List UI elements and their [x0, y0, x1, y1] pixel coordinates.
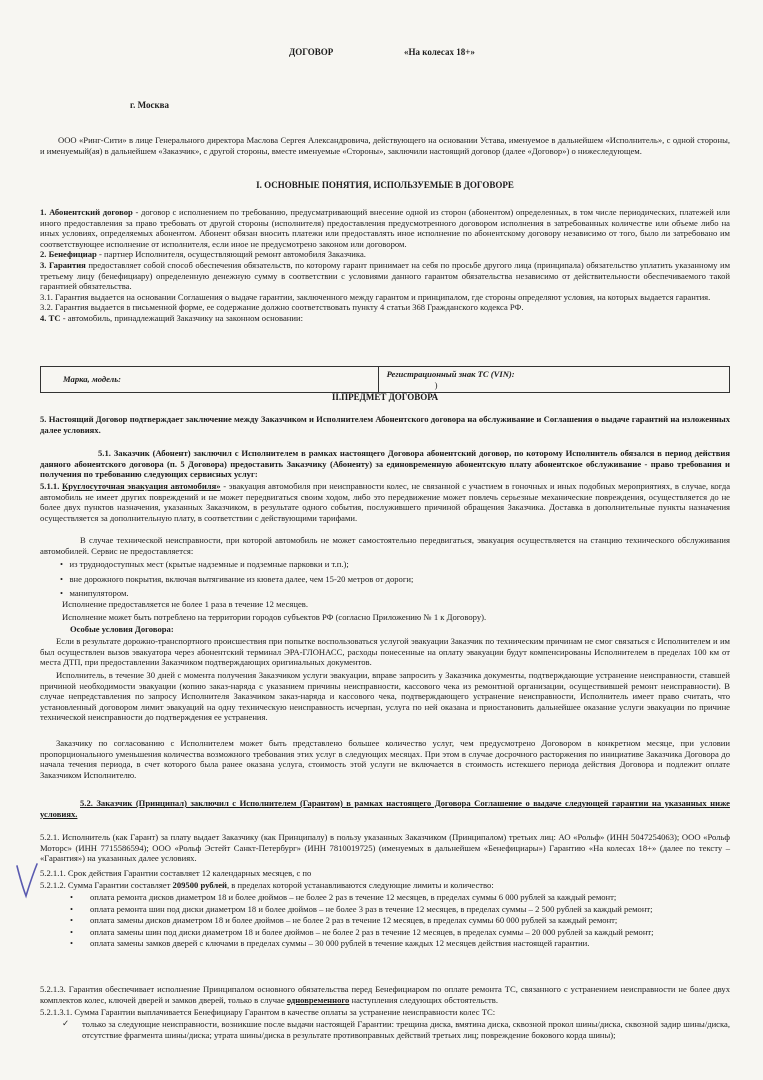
definition-text: - партнер Исполнителя, осуществляющий ремонт автомобиля Заказчика. — [96, 249, 366, 260]
list-item-text: из труднодоступных мест (крытые надземные и подземные парковки и т.п.); — [69, 559, 349, 569]
clause-5-2-1: 5.2.1. Исполнитель (как Гарант) за плату выдает Заказчику (как Принципалу) в пользу указанных Заказчиком (Принципалом) третьих лиц: АО «Рольф» (ИНН 5047254063); ООО «Рольф Моторс» (ИНН 7715586594); ООО «Рольф Эстейт Санкт-Петербург» (ИНН 7810019725) (именуемых в дальнейшем «Бенефициары») Гарантию «На колесах 18+» (далее по тексту – «Гарантия») на указанных далее условиях. — [40, 832, 730, 864]
list-item-text: манипулятором. — [69, 588, 129, 599]
list-item-text: вне дорожного покрытия, включая вытягивание из кювета далее, чем 15-20 метров от дороги; — [69, 573, 414, 584]
clause-text: , в пределах которой устанавливаются следующие лимиты и количество: — [226, 880, 494, 890]
definition-term: 3. Гарантия — [40, 259, 86, 270]
clause-5-2-1-3 — [40, 984, 730, 1005]
check-icon: ✓ — [62, 1019, 70, 1029]
clause-5-2-1-3-1: 5.2.1.3.1. Сумма Гарантии выплачивается Бенефициару Гарантом в качестве оплаты за устранение неисправности колес ТС: — [40, 1007, 496, 1017]
list-item-text: оплата замены шин под диски диаметром 18 и более дюймов – не более 2 раз в течение 12 месяцев, в пределах суммы – 20 000 рублей за каждый ремонт; — [90, 926, 654, 937]
list-item: • вне дорожного покрытия, включая вытягивание из кювета далее, чем 15-20 метров от дороги; — [60, 573, 414, 584]
list-item: • оплата замены дисков диаметром 18 и более дюймов – не более 2 раз в течение 12 месяцев, в пределах суммы 60 000 рублей за каждый ремонт; — [70, 915, 618, 926]
once-limit: Исполнение предоставляется не более 1 раза в течение 12 месяцев. — [62, 599, 308, 609]
list-item: • оплата ремонта шин под диски диаметром 18 и более дюймов – не более 3 раз в течение 12 месяцев, в пределах суммы – 2 500 рублей за каждый ремонт; — [70, 903, 653, 914]
special-condition-2: Исполнитель, в течение 30 дней с момента получения Заказчиком услуги эвакуации, вправе запросить у Заказчика документы, подтверждающие устранение неисправности, ставшей причиной необходимости эвакуации (копию заказ-наряда с указанием причины неисправности, кассового чека из ремонтной организации, осуществившей ремонт неисправности). В случае непредставления по запросу Исполнителя Заказчиком заказ-наряда и кассового чека, подтверждающего устранение неисправности, Исполнитель имеет право считать, что установленный договором лимит эвакуаций на одну техническую неисправность исчерпан, услуга по ней оказана и приостановить дальнейшее оказание услуги эвакуации по причине технической неисправности до подтверждения ее устранения. — [40, 670, 730, 723]
definition-text: предоставляет собой способ обеспечения обязательств, по которому гарант принимает на себя по просьбе другого лица (принципала) обязательство уплатить указанному им третьему лицу (бенефициару) определенную денежную сумму в соответствии с условиями данного гарантом обязательства независимо от действительности обеспечиваемого такой гарантией обязательства. — [40, 259, 731, 292]
exclusions-list — [60, 559, 730, 599]
definition-term: 1. Абонентский договор — [40, 207, 133, 217]
definition-term: 2. Бенефициар — [40, 249, 97, 260]
clause-text: 5.2.1.2. Сумма Гарантии составляет — [40, 880, 173, 890]
list-item: • оплата ремонта дисков диаметром 18 и более дюймов – не более 2 раз в течение 12 месяцев, в пределах суммы 6 000 рублей за каждый ремонт; — [70, 892, 617, 902]
clause-5: 5. Настоящий Договор подтверждает заключение между Заказчиком и Исполнителем Абонентского договора на обслуживание и Соглашения о выдаче гарантий на изложенных далее условиях. — [40, 414, 730, 435]
definition-text: - договор с исполнением по требованию, предусматривающий внесение одной из сторон (абонентом) определенных, в том числе периодических, платежей или иного предоставления за право требовать от другой стороны (исполнителя) предоставления предусмотренного договором исполнения в затребованных количестве или объеме либо на иных условиях, определяемых абонентом. Абонент обязан вносить платежи или предоставлять иное исполнение по абонентскому договору независимо от того, было ли затребовано им соответствующее исполнение от исполнителя, если иное не предусмотрено законом или договором. — [40, 207, 731, 249]
definitions — [40, 207, 730, 324]
guarantee-amount: 209500 рублей — [172, 880, 227, 890]
clause-text: - эвакуация автомобиля при неисправности колес, не связанной с участием в гоночных и иных подобных мероприятиях, в случае, когда автомобиль не имеет других повреждений и не может передвигаться своим ходом, либо это передвижение может повлечь серьезные механические повреждения, осуществляется до не более двух пунктов назначения, указанных Заказчиком, в результате одного события, послужившего причиной обращения Заказчика. Доставка в дополнительные пункты назначения осуществляется за дополнительную плату, в соответствии с действующими тарифами. — [40, 481, 731, 523]
clause-5-2-1-1: 5.2.1.1. Срок действия Гарантии составляет 12 календарных месяцев, с по — [40, 868, 312, 878]
section2-title: II.ПРЕДМЕТ ДОГОВОРА — [331, 392, 439, 402]
list-item-text: оплата ремонта шин под диски диаметром 18 и более дюймов – не более 3 раз в течение 12 месяцев, в пределах суммы – 2 500 рублей за каждый ремонт; — [90, 903, 653, 914]
clause-5-1-1 — [40, 481, 730, 523]
list-item: • оплата замены шин под диски диаметром 18 и более дюймов – не более 2 раз в течение 12 месяцев, в пределах суммы – 20 000 рублей за каждый ремонт; — [70, 926, 654, 937]
clause-term: Круглосуточная эвакуация автомобиля» — [62, 481, 221, 491]
breakdown-paragraph: В случае технической неисправности, при которой автомобиль не может самостоятельно передвигаться, эвакуация осуществляется на станцию технического обслуживания автомобилей. Сервис не предоставляется: — [40, 535, 730, 556]
list-item: • оплата замены замков дверей с ключами в пределах суммы – 30 000 рублей в течение каждых 12 месяцев действия настоящей гарантии. — [70, 938, 590, 949]
clause-5-2-1-2 — [40, 880, 730, 891]
registration-label: Регистрационный знак ТС (VIN): — [386, 369, 515, 379]
special-conditions-title: Особые условия Договора: — [70, 624, 174, 634]
clause-number: 5.1.1. — [40, 481, 62, 491]
definition-3-1: 3.1. Гарантия выдается на основании Соглашения о выдаче гарантии, заключенного между гарантом и принципалом, где стороны определяют условия, на которых выдается гарантия. — [40, 291, 711, 302]
make-model-label: Марка, модель: — [63, 374, 121, 385]
definition-vehicle — [40, 313, 730, 324]
pen-mark-icon — [14, 860, 40, 900]
doc-title: ДОГОВОР — [289, 47, 334, 57]
definition-3-2: 3.2. Гарантия выдается в письменной форме, ее содержание должно соответствовать пункту 4 статьи 368 Гражданского кодекса РФ. — [40, 302, 524, 313]
clause-text: наступления следующих обстоятельств. — [349, 994, 498, 1005]
registration-value: ) — [434, 379, 438, 390]
limits-list — [70, 892, 730, 949]
program-name: «На колесах 18+» — [404, 47, 475, 57]
registration-cell — [378, 367, 729, 393]
section1-title: I. ОСНОВНЫЕ ПОНЯТИЯ, ИСПОЛЬЗУЕМЫЕ В ДОГОВОРЕ — [256, 180, 514, 190]
clause-text: 5.2.1.3. Гарантия обеспечивает исполнение Принципалом основного обязательства перед Бенефициаром по оплате ремонта ТС, связанного с устранением неисправности не более двух комплектов колес, ключей дверей и замков дверей, только в случае — [40, 984, 730, 1005]
checked-item-text: только за следующие неисправности, возникшие после выдачи настоящей Гарантии: трещина диска, вмятина диска, сквозной прокол шины/диска, сквозной задир шины/диска, отсутствие фрагмента шины/диска; утрата шины/диска в результате противоправных действий третьих лиц; повреждение бокового корда шины); — [82, 1019, 730, 1040]
special-condition-3: Заказчику по согласованию с Исполнителем может быть представлено большее количество услуг, чем предусмотрено Договором в конкретном месяце, при условии пропорционального уменьшения количества возможного требования этих услуг в следующих месяцах. При этом в случае досрочного расторжения по инициативе Заказчика Договора до начала течения периода, в счет которого была ранее оказана услуга, стоимость этой услуги не включается в стоимость истекшего периода действия Договора и подлежит оплате Заказчиком Исполнителю. — [40, 738, 730, 780]
list-item-text: оплата замены дисков диаметром 18 и более дюймов – не более 2 раз в течение 12 месяцев, в пределах суммы 60 000 рублей за каждый ремонт; — [90, 915, 618, 926]
region-limit: Исполнение может быть потреблено на территории городов субъектов РФ (согласно Приложению № 1 к Договору). — [62, 612, 487, 622]
definition-text: - автомобиль, принадлежащий Заказчику на законном основании: — [60, 312, 303, 323]
clause-5-2: 5.2. Заказчик (Принципал) заключил с Исполнителем (Гарантом) в рамках настоящего Договора Соглашение о выдаче следующей гарантии на указанных ниже условиях. — [40, 798, 730, 819]
special-condition-1: Если в результате дорожно-транспортного происшествия при попытке воспользоваться услугой эвакуации Заказчик по техническим причинам не смог связаться с Исполнителем и им был осуществлен вызов эвакуатора через абонентский терминал ЭРА-ГЛОНАСС, расходы понесенные на оплату эвакуации будут компенсированы Исполнителем в пределах 100 км от места ДТП, при предоставлении Заказчиком подтверждающих оригинальных документов. — [40, 636, 730, 668]
clause-emphasis: одновременного — [286, 994, 350, 1005]
make-model-cell — [41, 367, 379, 393]
list-item: • манипулятором. — [60, 588, 129, 599]
list-item-text: оплата замены замков дверей с ключами в пределах суммы – 30 000 рублей в течение каждых 12 месяцев действия настоящей гарантии. — [90, 938, 590, 949]
definition-beneficiary — [40, 249, 730, 260]
intro-paragraph: ООО «Ринг-Сити» в лице Генерального директора Маслова Сергея Александровича, действующего на основании Устава, именуемое в дальнейшем «Исполнитель», с одной стороны, и именуемый(ая) в дальнейшем «Заказчик», с другой стороны, вместе именуемые «Стороны», заключили настоящий договор (далее «Договор») о нижеследующем. — [40, 135, 730, 156]
vehicle-table — [40, 366, 730, 392]
list-item-text: оплата ремонта дисков диаметром 18 и более дюймов – не более 2 раз в течение 12 месяцев, в пределах суммы 6 000 рублей за каждый ремонт; — [90, 892, 617, 902]
definition-guarantee — [40, 260, 730, 292]
clause-5-1: 5.1. Заказчик (Абонент) заключил с Исполнителем в рамках настоящего Договора абонентский договор, по которому Исполнитель обязался в период действия данного абонентского договора (п. 5 Договора) предоставить Заказчику (Абоненту) за единовременную абонентскую плату абонентское обслуживание - право требования и получения по требованию следующих сервисных услуг: — [40, 448, 730, 480]
city: г. Москва — [130, 100, 169, 110]
checked-item — [62, 1019, 730, 1040]
definition-subscription — [40, 207, 730, 249]
definition-term: 4. ТС — [40, 312, 61, 323]
list-item: • из труднодоступных мест (крытые надземные и подземные парковки и т.п.); — [60, 559, 349, 569]
